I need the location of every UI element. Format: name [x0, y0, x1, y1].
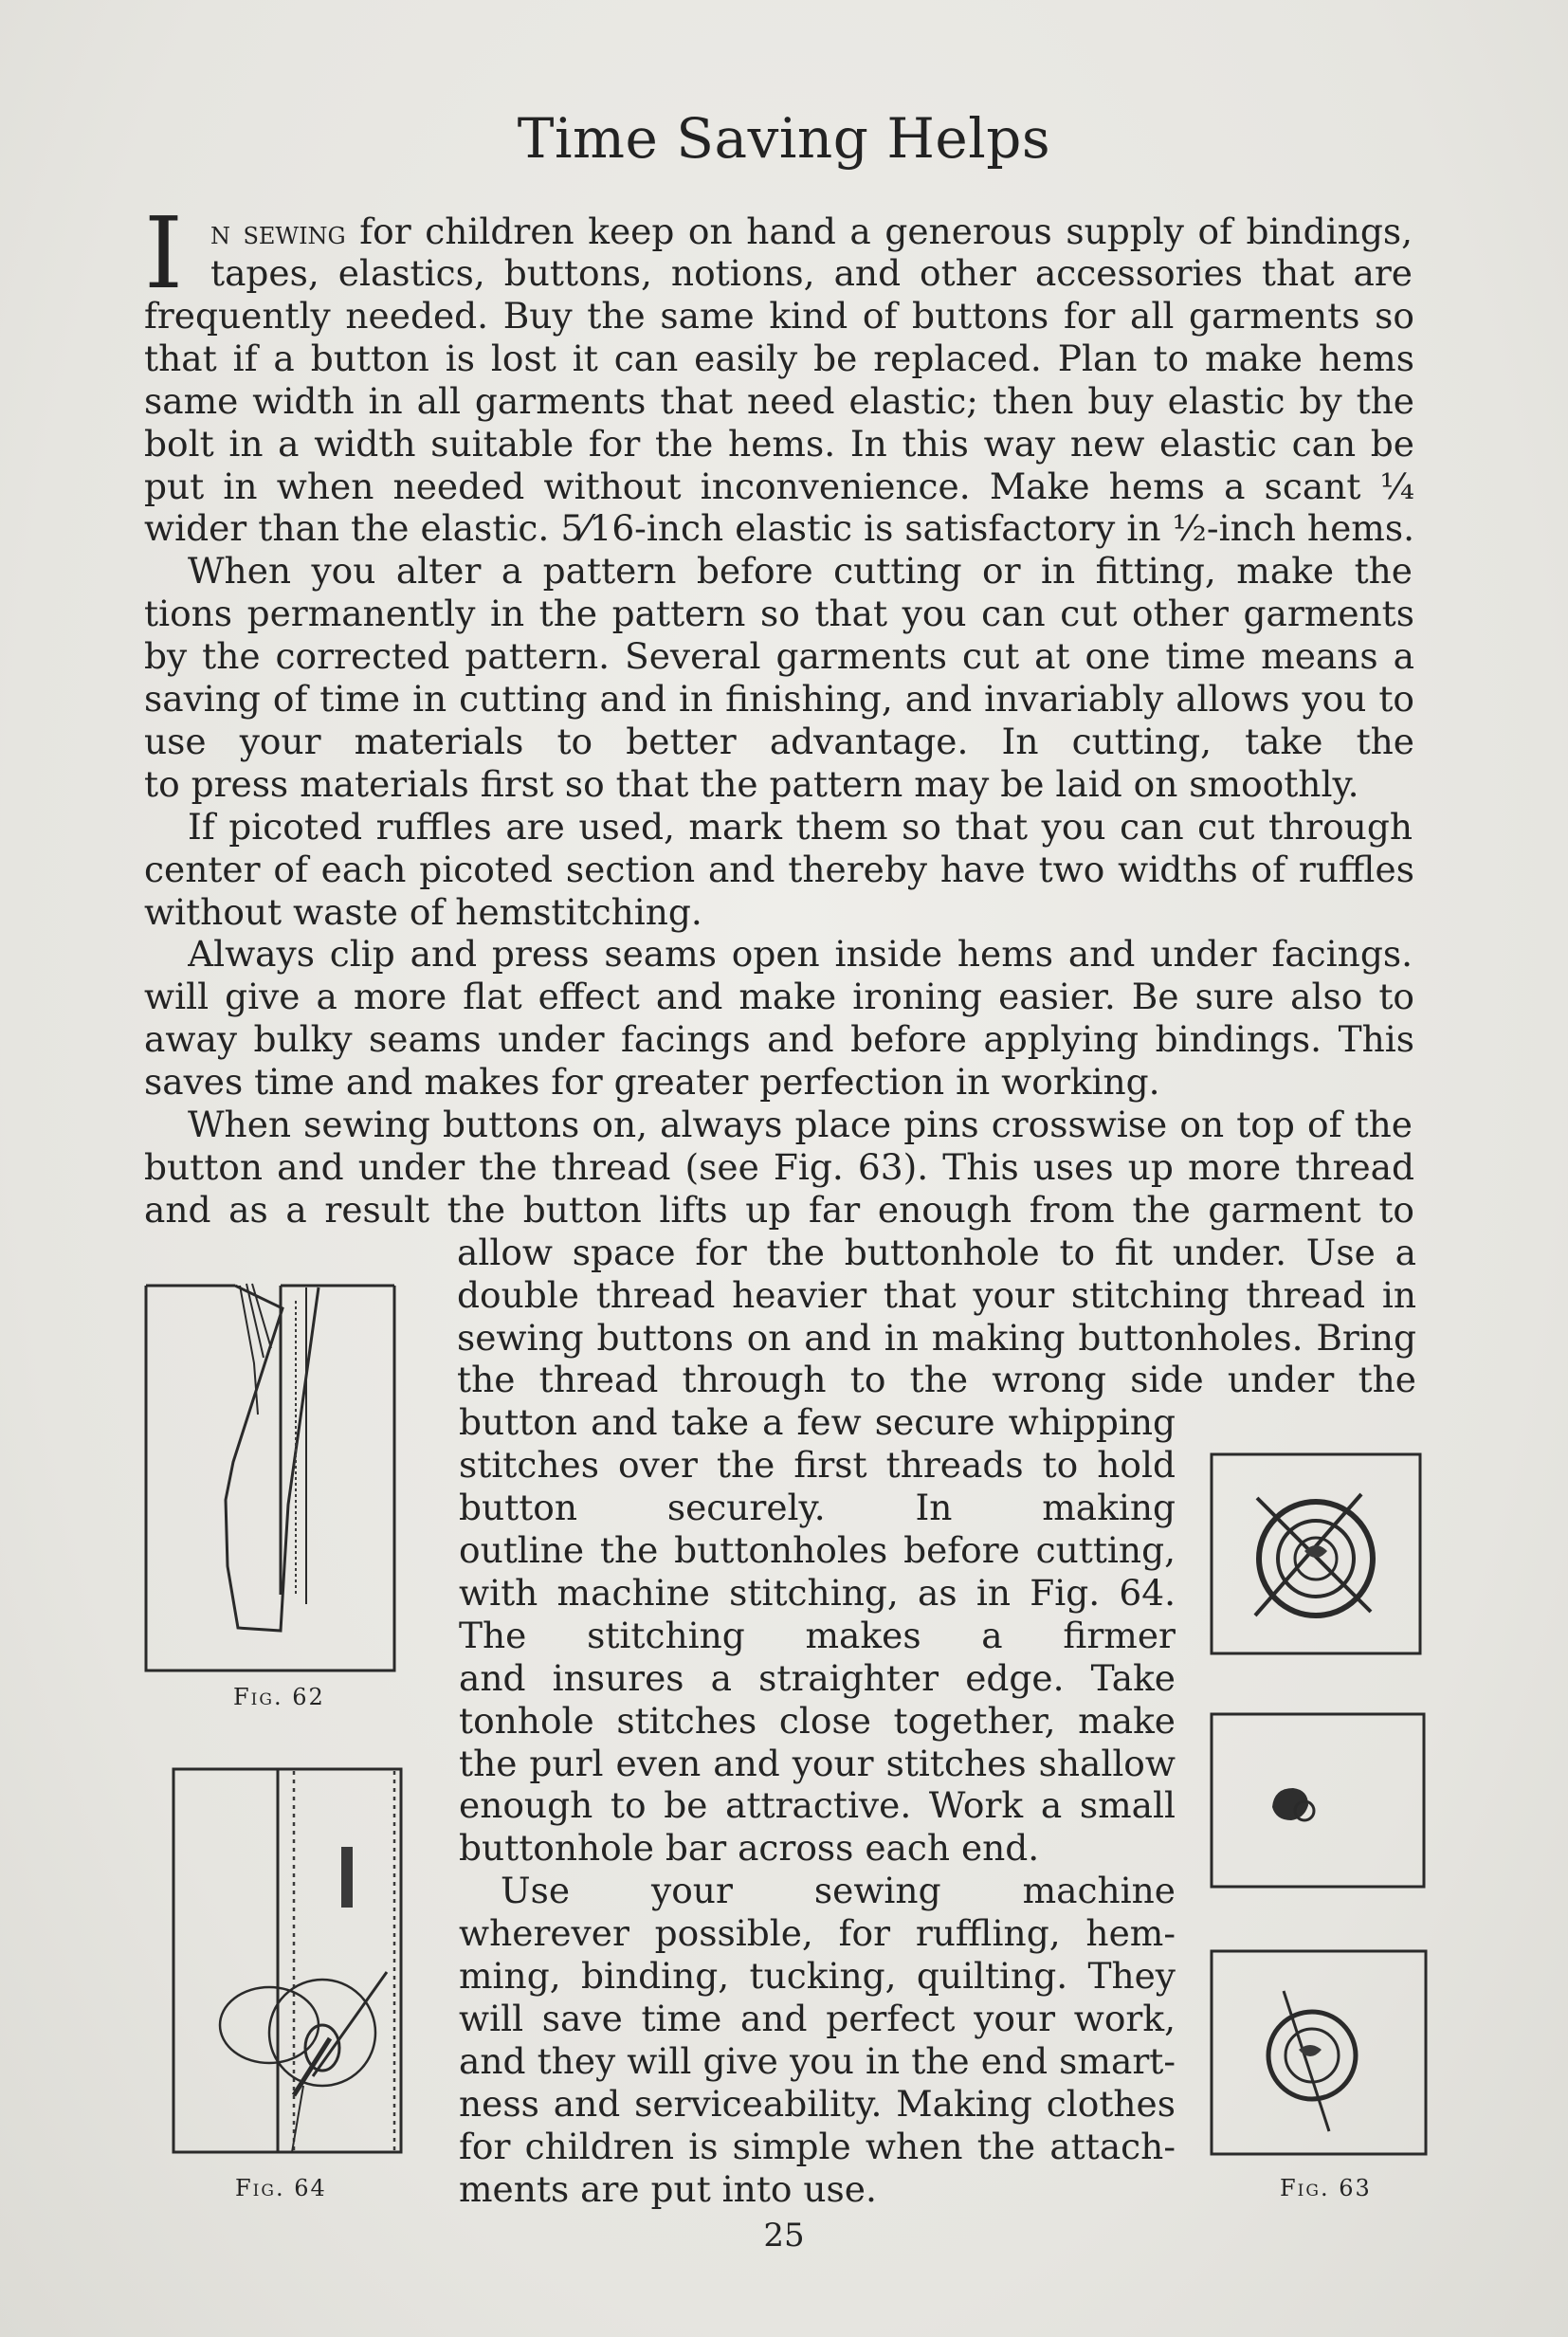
text-line-26: double thread heavier that your stitching thread in — [457, 1273, 1416, 1316]
page-number: 25 — [763, 2217, 805, 2255]
text-line-25: allow space for the buttonhole to fit under. Use a — [457, 1231, 1416, 1273]
fig-64-caption: Fig. 64 — [235, 2175, 327, 2201]
text-line-32: outline the buttonholes before cutting, — [459, 1529, 1176, 1571]
first-line-rest: for children keep on hand a generous supply of bindings, — [345, 210, 1413, 252]
text-line-8: wider than the elastic. 5⁄16-inch elastic is satisfactory in ½-inch hems. — [144, 507, 1414, 550]
fig-62-caption: Fig. 62 — [233, 1684, 325, 1710]
text-line-1 — [210, 210, 1413, 252]
text-line-3: frequently needed. Buy the same kind of buttons for all garments so — [144, 294, 1414, 337]
text-line-13: use your materials to better advantage. In cutting, take the — [144, 720, 1414, 762]
text-line-14: to press materials first so that the pattern may be laid on smoothly. — [144, 762, 1359, 805]
text-line-36: tonhole stitches close together, make — [459, 1699, 1176, 1742]
text-line-43: will save time and perfect your work, — [459, 1997, 1176, 2039]
text-line-6: bolt in a width suitable for the hems. In this way new elastic can be — [144, 422, 1414, 465]
text-line-45: ness and serviceability. Making clothes — [459, 2082, 1176, 2125]
text-line-37: the purl even and your stitches shallow — [459, 1742, 1176, 1784]
figure-63-pinned-button-panel — [1210, 1452, 1422, 1655]
text-line-7: put in when needed without inconvenience. Make hems a scant ¼ — [144, 465, 1414, 507]
text-line-10: tions permanently in the pattern so that you can cut other garments — [144, 593, 1414, 635]
page-title: Time Saving Helps — [517, 106, 1051, 171]
text-line-12: saving of time in cutting and in finishing, and invariably allows you to — [144, 678, 1414, 720]
text-line-17: without waste of hemstitching. — [144, 890, 702, 933]
text-line-40: Use your sewing machine — [501, 1870, 1176, 1912]
text-line-21: saves time and makes for greater perfection in working. — [144, 1061, 1160, 1104]
text-line-44: and they will give you in the end smart- — [459, 2039, 1176, 2082]
text-line-18: Always clip and press seams open inside hems and under facings. — [188, 933, 1413, 976]
text-line-5: same width in all garments that need elastic; then buy elastic by the — [144, 379, 1414, 422]
text-line-41: wherever possible, for ruffling, hem- — [459, 1912, 1176, 1955]
text-line-35: and insures a straighter edge. Take — [459, 1656, 1176, 1699]
figure-63-button-side-view-panel — [1210, 1712, 1426, 1889]
text-line-38: enough to be attractive. Work a small — [459, 1784, 1176, 1827]
text-line-4: that if a button is lost it can easily be replaced. Plan to make hems — [144, 337, 1414, 379]
text-line-31: button securely. In making — [459, 1487, 1176, 1529]
text-line-30: stitches over the first threads to hold — [459, 1444, 1176, 1487]
figure-64-buttonhole-illustration — [171, 1763, 406, 2162]
small-caps-lead: n sewing — [210, 214, 346, 252]
text-line-42: ming, binding, tucking, quilting. They — [459, 1955, 1176, 1997]
text-line-22: When sewing buttons on, always place pins crosswise on top of the — [188, 1104, 1413, 1145]
text-line-24: and as a result the button lifts up far enough from the garment to — [144, 1188, 1414, 1231]
text-line-28: the thread through to the wrong side under the — [457, 1359, 1416, 1401]
text-line-15: If picoted ruffles are used, mark them so that you can cut through — [188, 805, 1413, 848]
figure-63-threaded-button-panel — [1210, 1945, 1428, 2156]
text-line-34: The stitching makes a firmer — [459, 1614, 1176, 1656]
text-line-20: away bulky seams under facings and before applying bindings. This — [144, 1018, 1414, 1061]
fig-63-caption: Fig. 63 — [1280, 2175, 1372, 2201]
text-line-23: button and under the thread (see Fig. 63). This uses up more thread — [144, 1145, 1414, 1188]
text-line-39: buttonhole bar across each end. — [459, 1827, 1040, 1870]
text-line-16: center of each picoted section and thereby have two widths of ruffles — [144, 848, 1414, 890]
text-line-47: ments are put into use. — [459, 2167, 877, 2210]
figure-62-pattern-illustration — [140, 1282, 398, 1672]
text-line-2: tapes, elastics, buttons, notions, and other accessories that are — [210, 252, 1413, 294]
text-line-46: for children is simple when the attach- — [459, 2125, 1176, 2167]
text-line-9: When you alter a pattern before cutting or in fitting, make the — [188, 550, 1413, 593]
text-line-29: button and take a few secure whipping — [459, 1401, 1176, 1444]
text-line-33: with machine stitching, as in Fig. 64. — [459, 1571, 1176, 1614]
text-line-27: sewing buttons on and in making buttonholes. Bring — [457, 1316, 1416, 1359]
text-line-19: will give a more flat effect and make ironing easier. Be sure also to — [144, 976, 1414, 1018]
text-line-11: by the corrected pattern. Several garments cut at one time means a — [144, 635, 1414, 678]
drop-cap: I — [144, 195, 184, 311]
